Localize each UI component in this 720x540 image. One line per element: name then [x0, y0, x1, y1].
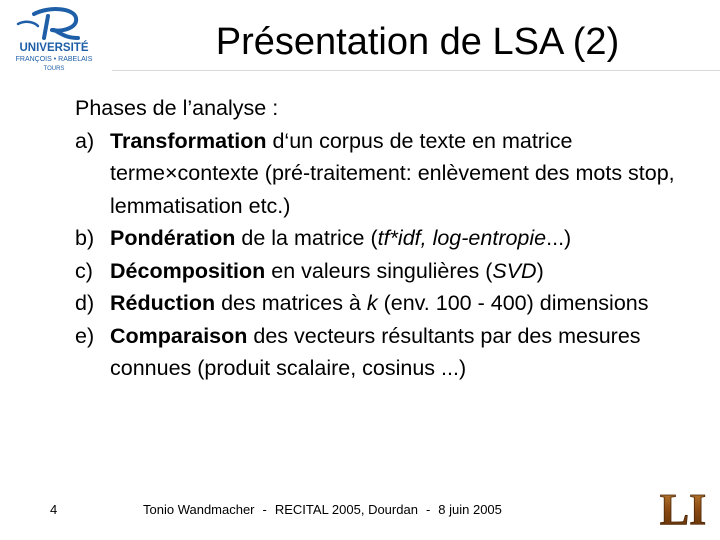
page-number: 4	[50, 502, 58, 517]
list-item	[75, 222, 705, 255]
item-text: d‘un corpus de texte en matrice terme	[110, 128, 573, 185]
footer-separator: -	[425, 502, 431, 517]
item-marker: a)	[75, 128, 95, 153]
phases-list	[75, 125, 705, 385]
footer-date: 8 juin 2005	[438, 502, 502, 517]
list-item	[75, 125, 705, 223]
title-divider	[112, 70, 720, 71]
list-item	[75, 287, 705, 320]
logo-line-2: FRANÇOIS • RABELAIS	[15, 56, 93, 63]
slide-footer	[143, 502, 502, 517]
item-text: des matrices à	[215, 291, 367, 315]
item-text-end: (env. 100 - 400) dimensions	[377, 291, 649, 315]
list-item	[75, 320, 705, 385]
item-keyword: Pondération	[110, 226, 236, 250]
slide-body	[75, 92, 705, 385]
slide-title: Présentation de LSA (2)	[215, 21, 620, 63]
item-italic: SVD	[492, 258, 537, 283]
university-emblem-icon	[4, 4, 104, 74]
footer-author: Tonio Wandmacher	[143, 502, 255, 517]
times-symbol: ×	[164, 161, 178, 185]
li-logo-icon	[652, 486, 714, 530]
item-marker: c)	[75, 258, 93, 283]
li-logo-text: LI	[659, 486, 707, 530]
item-keyword: Transformation	[110, 128, 267, 153]
item-keyword: Décomposition	[110, 258, 266, 283]
item-marker: e)	[75, 323, 95, 348]
item-marker: d)	[75, 291, 95, 315]
item-italic: tf*idf, log-entropie	[377, 226, 547, 250]
list-item	[75, 255, 705, 288]
item-text-end: ...)	[546, 226, 572, 250]
li-logo	[652, 486, 714, 530]
item-keyword: Comparaison	[110, 323, 248, 348]
footer-separator: -	[262, 502, 267, 517]
university-logo	[4, 4, 104, 74]
logo-line-1: UNIVERSITÉ	[19, 42, 89, 54]
footer-event: RECITAL 2005, Dourdan	[274, 502, 418, 517]
item-italic: k	[366, 291, 378, 315]
phases-heading: Phases de l’analyse :	[75, 96, 279, 120]
item-text-end: )	[536, 258, 544, 283]
logo-line-3: TOURS	[43, 66, 65, 72]
item-text: de la matrice (	[235, 226, 378, 250]
item-text: des vecteurs résultants par des mesures connues (produit scalaire, cosinus ...)	[110, 323, 641, 380]
item-text: en valeurs singulières (	[265, 258, 493, 283]
item-marker: b)	[75, 226, 95, 250]
item-keyword: Réduction	[110, 291, 216, 315]
item-text-continued: contexte (pré-traitement: enlèvement des mots stop, lemmatisation etc.)	[110, 161, 675, 218]
